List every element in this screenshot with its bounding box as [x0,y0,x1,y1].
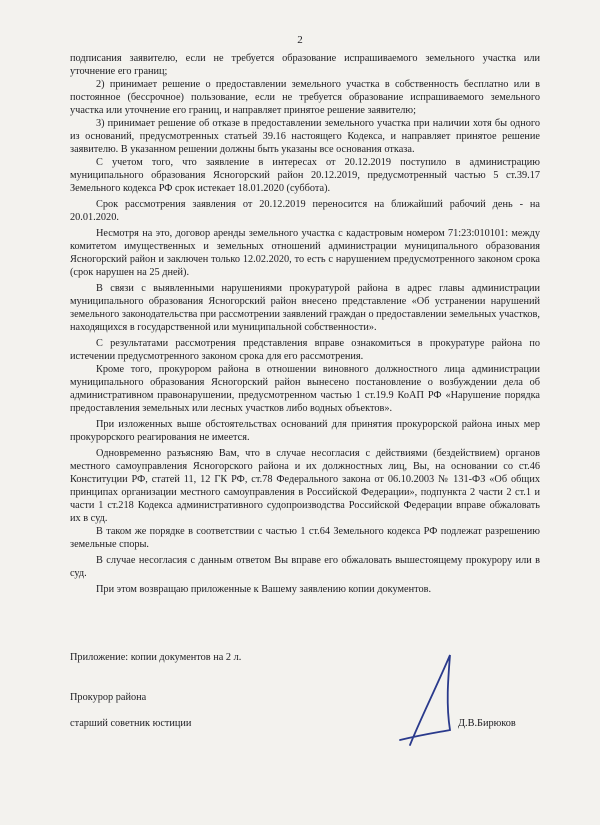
paragraph: 2) принимает решение о предоставлении земельного участка в собственность бесплатно или в постоянное (бессрочное) пользование, если не требуется образование испрашиваемого земельного участка или уточнение его границ, и направляет принятое решение заявителю; [70,79,540,116]
paragraph: 3) принимает решение об отказе в предоставлении земельного участка при наличии хотя бы одного из оснований, предусмотренных статьей 39.16 настоящего Кодекса, и направляет принятое решение заявителю. В указанном решении должны быть указаны все основания отказа. [70,118,540,155]
paragraph: В таком же порядке в соответствии с частью 1 ст.64 Земельного кодекса РФ подлежат разрешению земельные споры. [70,526,540,550]
letter-body [70,52,540,596]
signer-rank: старший советник юстиции [70,718,192,729]
paragraph: При этом возвращаю приложенные к Вашему заявлению копии документов. [96,584,432,595]
paragraph: Одновременно разъясняю Вам, что в случае несогласия с действиями (бездействием) органов местного самоуправления Ясногорского района и их должностных лиц, Вы, на основании со ст.46 Конституции РФ, статей 11, 12 ГК РФ, ст.78 Федерального закона от 06.10.2003 № 131-ФЗ «Об общих принципах организации местного самоуправления в Российской Федерации», подпункта 2 части 2 ст.1 и части 1 ст.218 Кодекса административного судопроизводства Российской Федерации вправе обжаловать их в суд. [70,448,540,524]
paragraph: подписания заявителю, если не требуется образование испрашиваемого земельного участка или уточнение его границ; [70,53,540,77]
page-number: 2 [297,34,303,46]
signer-title: Прокурор района [70,692,147,703]
paragraph: В связи с выявленными нарушениями прокуратурой района в адрес главы администрации муниципального образования Ясногорский район внесено представление «Об устранении нарушений земельного законодательства при рассмотрении заявлений граждан о предоставлении земельных участков, находящихся в государственной или муниципальной собственности». [70,283,540,333]
paragraph: Срок рассмотрения заявления от 20.12.2019 переносится на ближайший рабочий день - на 20.01.2020. [70,199,540,223]
paragraph: При изложенных выше обстоятельствах оснований для принятия прокурорской района иных мер прокурорского реагирования не имеется. [70,419,540,443]
paragraph: С учетом того, что заявление в интересах от 20.12.2019 поступило в администрацию муниципального образования Ясногорский район 20.12.2019, предусмотренный частью 5 ст.39.17 Земельного кодекса РФ срок истекает 18.01.2020 (суббота). [70,157,540,194]
paragraph: Несмотря на это, договор аренды земельного участка с кадастровым номером 71:23:010101: между комитетом имущественных и земельных отношений администрации муниципального образования Ясногорский район и заключен только 12.02.2020, то есть с нарушением предусмотренного законом срока (срок нарушен на 25 дней). [70,228,540,278]
paragraph: В случае несогласия с данным ответом Вы вправе его обжаловать вышестоящему прокурору или в суд. [70,555,540,579]
paragraph: С результатами рассмотрения представления вправе ознакомиться в прокуратуре района по истечении предусмотренного законом срока для его рассмотрения. [70,338,540,362]
handwritten-signature [380,650,490,750]
attachment-line: Приложение: копии документов на 2 л. [70,652,242,663]
signer-name: Д.В.Бирюков [458,718,516,729]
paragraph: Кроме того, прокурором района в отношении виновного должностного лица администрации муниципального образования Ясногорский район вынесено постановление о возбуждении дела об административном правонарушении, предусмотренном частью 1 ст.19.9 КоАП РФ «Нарушение порядка предоставления земельных или лесных участков либо водных объектов». [70,364,540,414]
